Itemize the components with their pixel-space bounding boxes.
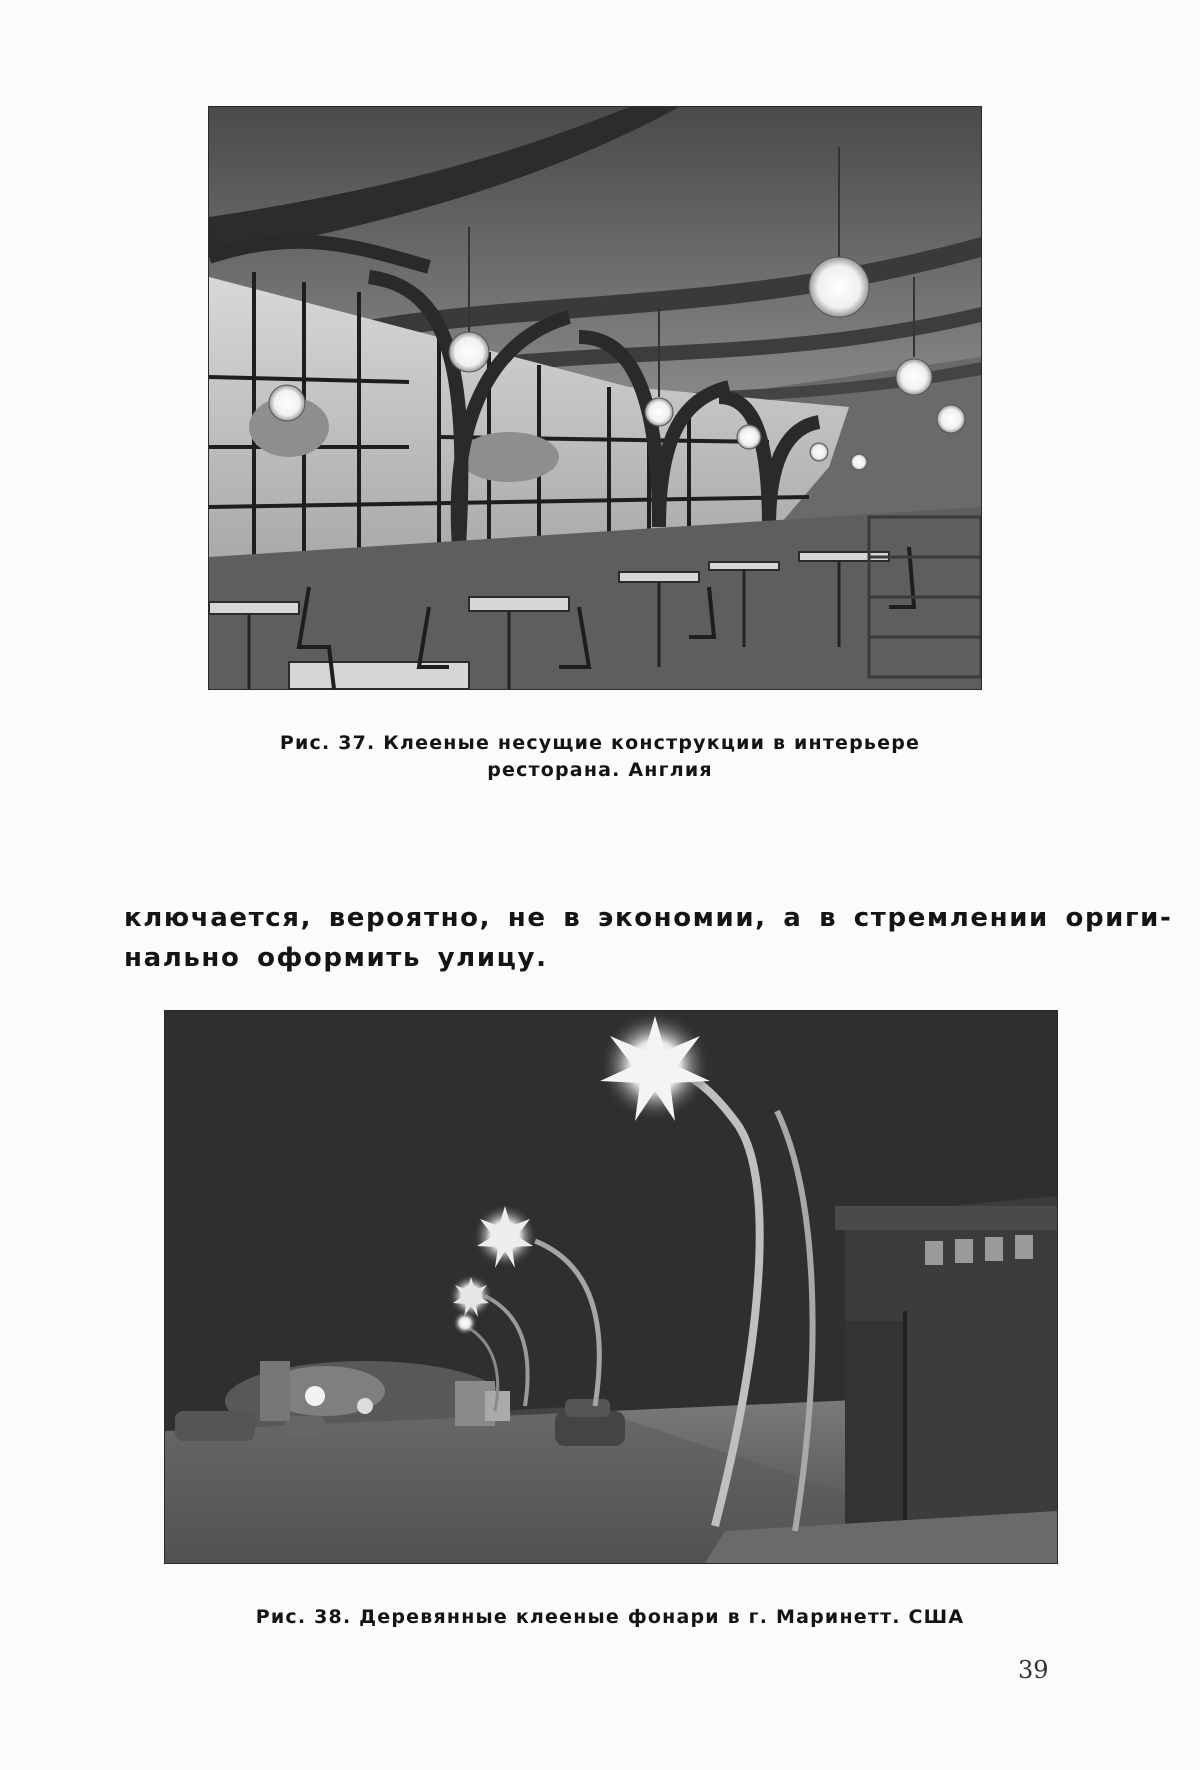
body-paragraph — [124, 898, 1173, 978]
figure-38-caption-line1: Рис. 38. Деревянные клееные фонари в г. Маринетт. США — [255, 1606, 965, 1628]
figure-38-caption — [180, 1604, 1040, 1631]
figure-37-caption-line2: ресторана. Англия — [487, 759, 713, 781]
restaurant-interior-image — [209, 107, 981, 689]
body-text-line2: нально оформить улицу. — [124, 943, 548, 973]
figure-37-caption — [240, 730, 960, 784]
page-number: 39 — [1018, 1656, 1049, 1684]
figure-37-caption-line1: Рис. 37. Клееные несущие конструкции в интерьере — [279, 732, 921, 754]
street-lamps-image — [165, 1011, 1057, 1563]
restaurant-interior-photo — [208, 106, 982, 690]
body-text-line1: ключается, вероятно, не в экономии, а в стремлении ориги- — [124, 903, 1173, 933]
street-lamps-photo — [164, 1010, 1058, 1564]
